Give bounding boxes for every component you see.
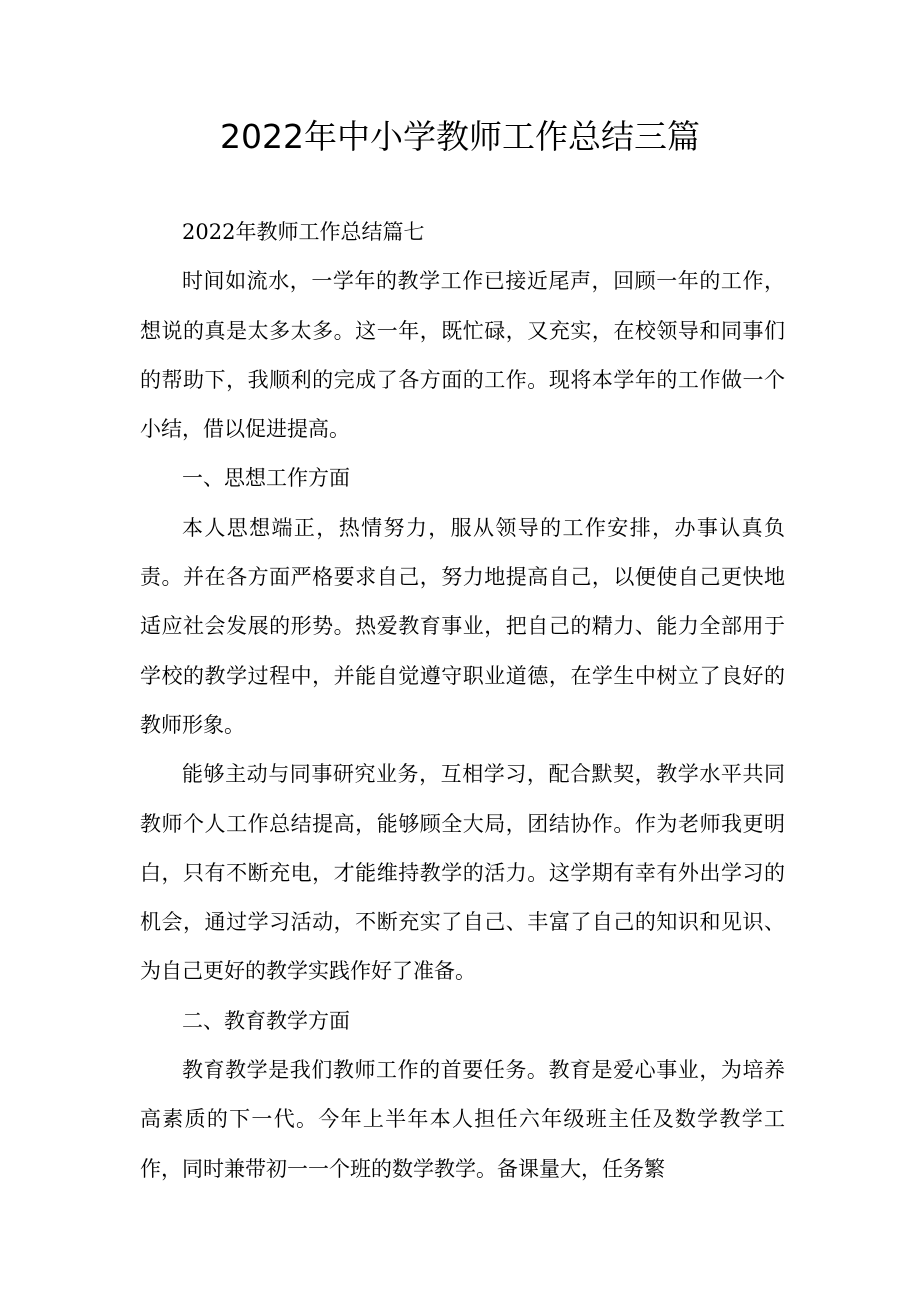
- paragraph: 时间如流水，一学年的教学工作已接近尾声，回顾一年的工作，想说的真是太多太多。这一年，既忙碌，又充实，在校领导和同事们的帮助下，我顺利的完成了各方面的工作。现将本学年的工作做一个小结，借以促进提高。: [140, 269, 785, 442]
- paragraph: 教育教学是我们教师工作的首要任务。教育是爱心事业，为培养高素质的下一代。今年上半年本人担任六年级班主任及数学教学工作，同时兼带初一一个班的数学教学。备课量大，任务繁: [140, 1058, 785, 1181]
- section-heading: 一、思想工作方面: [182, 466, 350, 491]
- paragraph: 本人思想端正，热情努力，服从领导的工作安排，办事认真负责。并在各方面严格要求自己，努力地提高自己，以便使自己更快地适应社会发展的形势。热爱教育事业，把自己的精力、能力全部用于学校的教学过程中，并能自觉遵守职业道德，在学生中树立了良好的教师形象。: [140, 515, 785, 737]
- section-heading: 2022年教师工作总结篇七: [182, 220, 425, 244]
- section-heading: 二、教育教学方面: [182, 1008, 350, 1033]
- paragraph: 能够主动与同事研究业务，互相学习，配合默契，教学水平共同教师个人工作总结提高，能够顾全大局，团结协作。作为老师我更明白，只有不断充电，才能维持教学的活力。这学期有幸有外出学习的机会，通过学习活动，不断充实了自己、丰富了自己的知识和见识、为自己更好的教学实践作好了准备。: [140, 762, 785, 984]
- document-title: 2022年中小学教师工作总结三篇: [220, 117, 700, 156]
- document-body: [140, 208, 785, 1194]
